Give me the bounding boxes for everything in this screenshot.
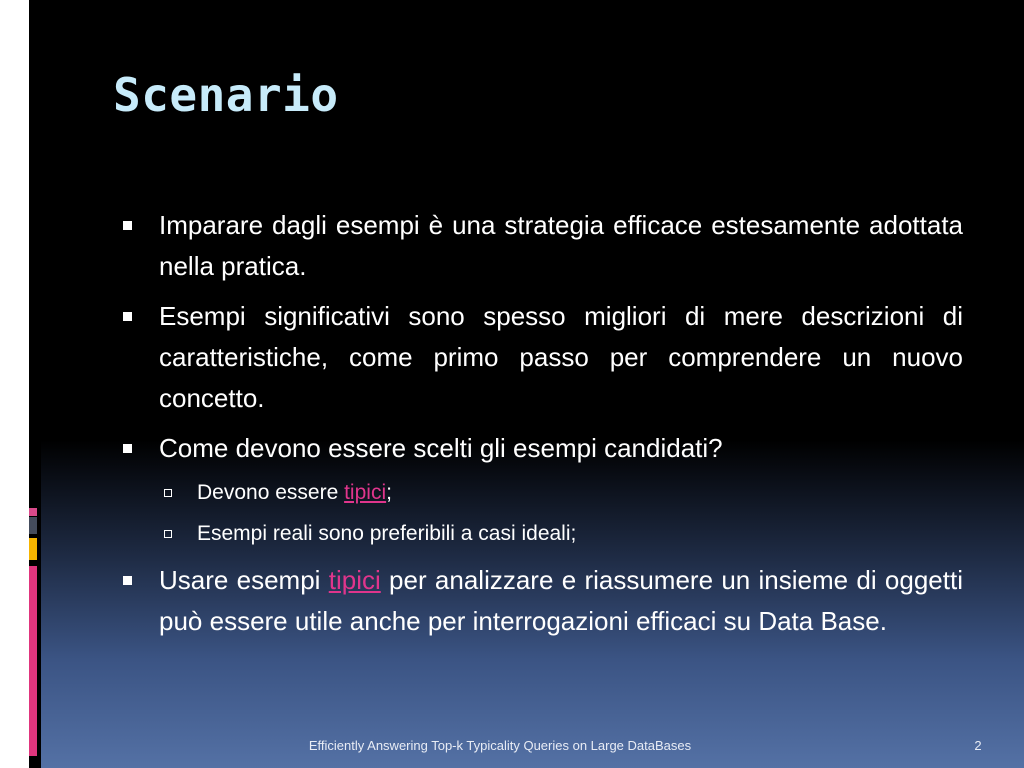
footer-text: Efficiently Answering Top-k Typicality Queries on Large DataBases bbox=[308, 738, 692, 753]
square-bullet-icon bbox=[123, 221, 132, 230]
left-accent-stripes bbox=[0, 0, 48, 768]
bullet-item bbox=[120, 205, 963, 287]
sub-bullet-item bbox=[120, 478, 963, 507]
sub-bullet-item bbox=[120, 519, 963, 548]
bullet-text: Usare esempi bbox=[159, 565, 329, 595]
square-bullet-icon bbox=[123, 576, 132, 585]
bullet-item bbox=[120, 560, 963, 642]
hyperlink-tipici[interactable]: tipici bbox=[344, 481, 387, 504]
bullet-text: Come devono essere scelti gli esempi candidati? bbox=[159, 433, 723, 463]
gray-block bbox=[29, 517, 37, 534]
bullet-text: Esempi significativi sono spesso migliori di mere descrizioni di caratteristiche, come primo passo per comprendere un nuovo concetto. bbox=[159, 301, 963, 413]
slide-title: Scenario bbox=[113, 68, 339, 122]
pink-block bbox=[29, 566, 37, 756]
square-bullet-icon bbox=[123, 312, 132, 321]
bullet-item bbox=[120, 428, 963, 469]
square-bullet-icon bbox=[123, 444, 132, 453]
page-number: 2 bbox=[974, 738, 982, 753]
hollow-square-bullet-icon bbox=[164, 530, 172, 538]
yellow-block bbox=[29, 538, 37, 560]
bullet-item bbox=[120, 296, 963, 419]
content bbox=[120, 205, 963, 651]
bullet-text: Imparare dagli esempi è una strategia efficace estesamente adottata nella pratica. bbox=[159, 210, 963, 281]
bullet-text-rest: per analizzare e riassumere un insieme di oggetti può essere utile anche per interrogazioni efficaci su Data Base. bbox=[159, 565, 963, 636]
sub-bullet-text: Devono essere bbox=[197, 481, 345, 504]
sub-bullet-text: Esempi reali sono preferibili a casi ideali; bbox=[197, 522, 577, 545]
sub-bullet-punct: ; bbox=[386, 481, 392, 504]
hollow-square-bullet-icon bbox=[164, 489, 172, 497]
pink-square bbox=[29, 508, 37, 516]
hyperlink-tipici[interactable]: tipici bbox=[328, 565, 381, 595]
